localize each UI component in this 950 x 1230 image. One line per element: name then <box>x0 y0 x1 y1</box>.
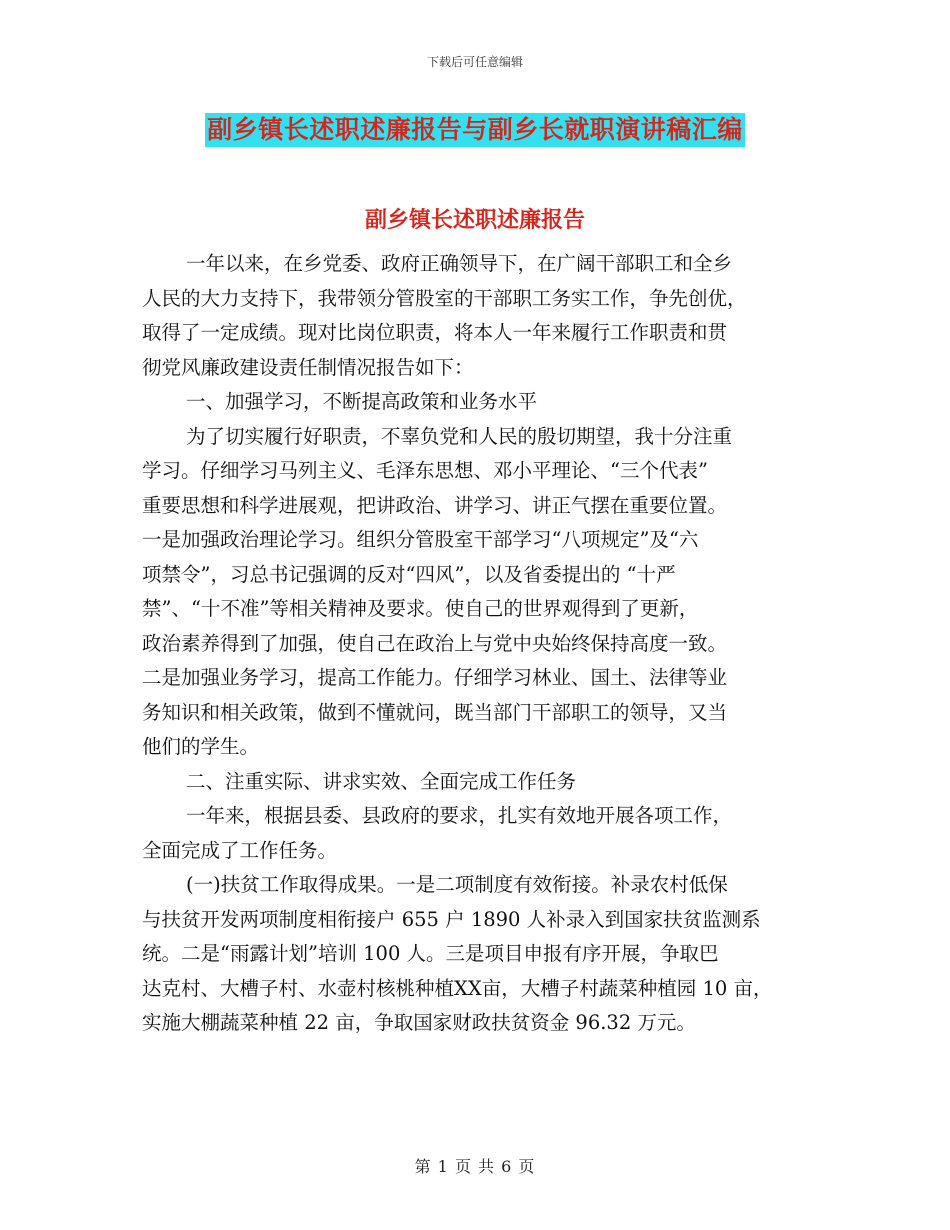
text-line: 与扶贫开发两项制度相衔接户 655 户 1890 人补录入到国家扶贫监测系 <box>142 907 761 931</box>
text-line: 实施大棚蔬菜种植 22 亩，争取国家财政扶贫资金 96.32 万元。 <box>142 1011 696 1034</box>
text-line: 一年来，根据县委、县政府的要求，扎实有效地开展各项工作， <box>186 804 733 827</box>
text-line: 人民的大力支持下，我带领分管股室的干部职工务实工作，争先创优， <box>142 286 747 310</box>
text-line: 统。二是“雨露计划”培训 100 人。三是项目申报有序开展，争取巴 <box>142 942 719 965</box>
text-line: 禁”、“十不准”等相关精神及要求。使自己的世界观得到了更新， <box>142 597 699 620</box>
header-note: 下载后可任意编辑 <box>426 55 523 69</box>
text-line: 重要思想和科学进展观，把讲政治、讲学习、讲正气摆在重要位置。 <box>142 493 728 517</box>
document-title: 副乡镇长述职述廉报告与副乡长就职演讲稿汇编 <box>205 113 745 147</box>
body-text <box>142 247 822 1041</box>
text-line: 二是加强业务学习，提高工作能力。仔细学习林业、国土、法律等业 <box>142 666 728 689</box>
text-line: 他们的学生。 <box>142 735 260 758</box>
text-line: 二、注重实际、讲求实效、全面完成工作任务 <box>186 769 577 793</box>
text-line: 达克村、大槽子村、水壶村核桃种植XX亩，大槽子村蔬菜种植园 10 亩， <box>142 976 773 1000</box>
text-line: 为了切实履行好职责，不辜负党和人民的殷切期望，我十分注重 <box>186 424 733 448</box>
section-title: 副乡镇长述职述廉报告 <box>364 208 585 233</box>
text-line: 一是加强政治理论学习。组织分管股室干部学习“八项规定”及“六 <box>142 528 699 551</box>
text-line: 取得了一定成绩。现对比岗位职责，将本人一年来履行工作职责和贯 <box>142 321 728 344</box>
document-title-container <box>0 113 950 147</box>
text-line: 彻党风廉政建设责任制情况报告如下： <box>142 355 474 379</box>
text-line: 务知识和相关政策，做到不懂就问，既当部门干部职工的领导，又当 <box>142 700 728 724</box>
text-line: 学习。仔细学习马列主义、毛泽东思想、邓小平理论、“三个代表” <box>142 459 708 482</box>
page-footer: 第 1 页 共 6 页 <box>414 1157 536 1176</box>
text-line: 全面完成了工作任务。 <box>142 838 338 862</box>
text-line: 一年以来，在乡党委、政府正确领导下，在广阔干部职工和全乡 <box>186 252 733 275</box>
text-line: 政治素养得到了加强，使自己在政治上与党中央始终保持高度一致。 <box>142 631 728 655</box>
text-line: 项禁令”，习总书记强调的反对“四风”，以及省委提出的 “十严 <box>142 562 676 586</box>
text-line: 一、加强学习，不断提高政策和业务水平 <box>186 390 538 413</box>
text-line: (一)扶贫工作取得成果。一是二项制度有效衔接。补录农村低保 <box>186 873 728 896</box>
